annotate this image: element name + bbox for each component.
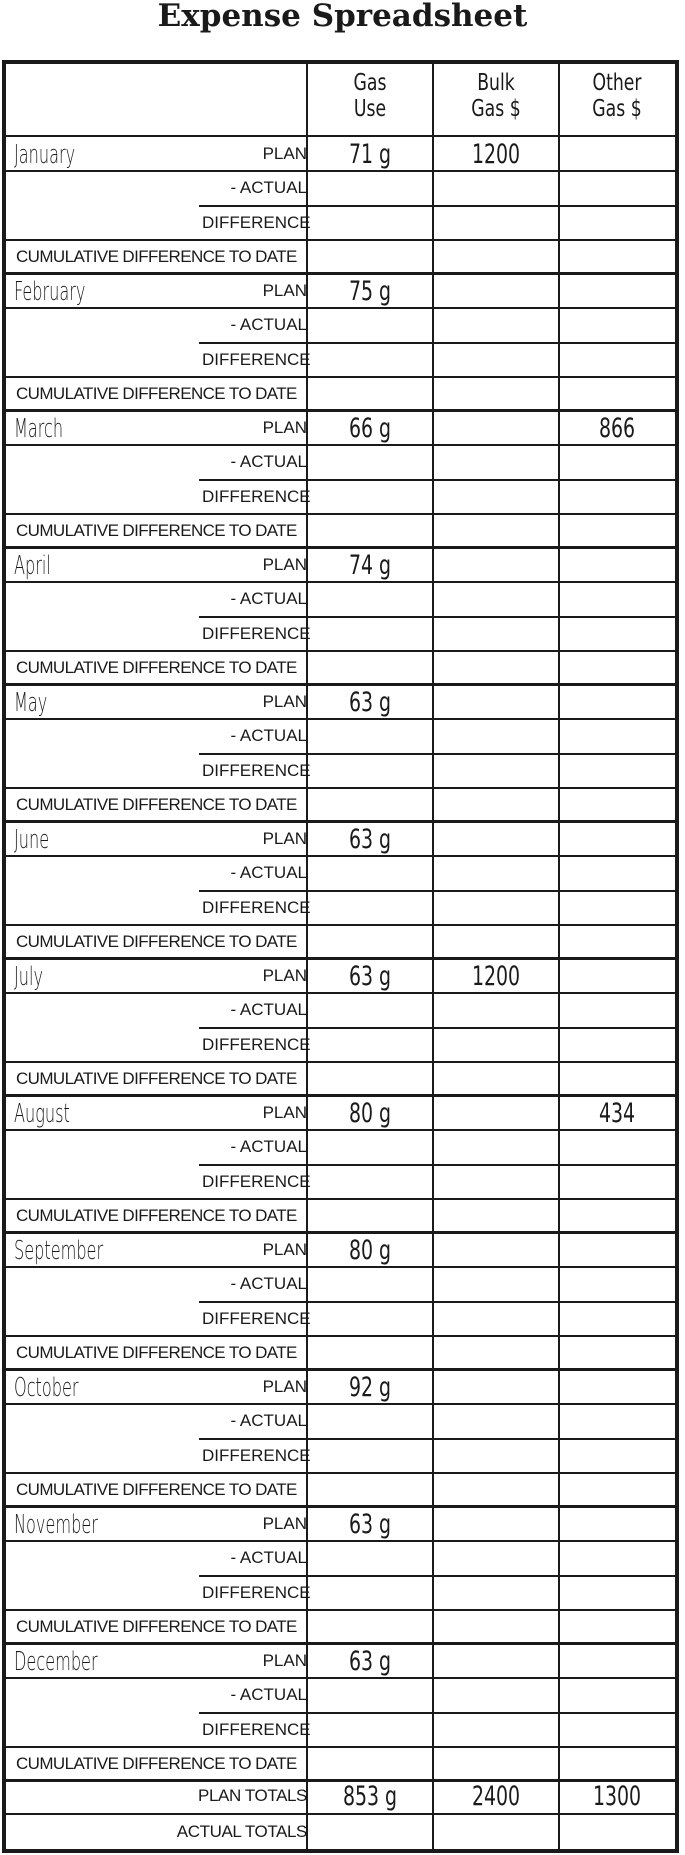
row-divider (6, 1129, 675, 1131)
plan-bulk-gas-cell[interactable] (452, 548, 540, 582)
entry-cell[interactable] (326, 514, 414, 548)
entry-cell[interactable] (576, 1473, 657, 1507)
entry-cell[interactable] (326, 1473, 414, 1507)
entry-cell[interactable] (326, 206, 414, 240)
month-block (6, 1096, 675, 1233)
difference-label: DIFFERENCE (202, 761, 311, 780)
entry-cell[interactable] (326, 240, 414, 274)
entry-cell[interactable] (452, 1576, 540, 1610)
row-divider (6, 1061, 675, 1063)
plan-other-gas-cell[interactable] (576, 822, 657, 856)
entry-cell[interactable] (452, 206, 540, 240)
difference-label: DIFFERENCE (202, 487, 311, 506)
row-divider (6, 307, 675, 309)
entry-cell[interactable] (452, 1541, 540, 1575)
entry-cell[interactable] (576, 719, 657, 753)
plan-gas-use-cell[interactable]: 80 g (348, 1235, 392, 1266)
plan-other-gas-cell[interactable] (576, 1507, 657, 1541)
plan-gas-use-cell[interactable]: 63 g (348, 824, 392, 855)
entry-cell[interactable] (576, 788, 657, 822)
difference-label: DIFFERENCE (202, 1172, 311, 1191)
row-divider (199, 1438, 675, 1440)
plan-total-other-gas[interactable]: 1300 (592, 1781, 642, 1812)
entry-cell[interactable] (326, 1336, 414, 1370)
entry-cell[interactable] (576, 171, 657, 205)
plan-other-gas-cell[interactable] (576, 548, 657, 582)
plan-bulk-gas-cell[interactable] (452, 1370, 540, 1404)
plan-bulk-gas-cell[interactable] (452, 1507, 540, 1541)
difference-label: DIFFERENCE (202, 350, 311, 369)
actual-label: - ACTUAL (230, 1137, 307, 1156)
entry-cell[interactable] (576, 1713, 657, 1747)
row-divider (6, 1198, 675, 1200)
row-divider (199, 616, 675, 618)
plan-label: PLAN (262, 1103, 307, 1122)
actual-label: - ACTUAL (230, 452, 307, 471)
entry-cell[interactable] (452, 1302, 540, 1336)
plan-bulk-gas-cell[interactable]: 1200 (471, 139, 521, 170)
plan-label: PLAN (262, 829, 307, 848)
month-block (6, 1507, 675, 1644)
difference-label: DIFFERENCE (202, 1583, 311, 1602)
actual-label: - ACTUAL (230, 1685, 307, 1704)
column-header-bulk-gas: Bulk Gas $ (471, 70, 521, 122)
entry-cell[interactable] (452, 171, 540, 205)
cumulative-difference-label: CUMULATIVE DIFFERENCE TO DATE (16, 1754, 297, 1773)
plan-label: PLAN (262, 555, 307, 574)
entry-cell[interactable] (452, 1062, 540, 1096)
month-block (6, 685, 675, 822)
column-header-gas-use: Gas Use (353, 70, 387, 122)
entry-cell[interactable] (452, 445, 540, 479)
plan-other-gas-cell[interactable] (576, 274, 657, 308)
entry-cell[interactable] (326, 1541, 414, 1575)
entry-cell[interactable] (326, 445, 414, 479)
entry-cell[interactable] (452, 240, 540, 274)
entry-cell[interactable] (576, 1267, 657, 1301)
entry-cell[interactable] (576, 480, 657, 514)
plan-label: PLAN (262, 966, 307, 985)
entry-cell[interactable] (576, 445, 657, 479)
actual-label: - ACTUAL (230, 178, 307, 197)
row-divider (6, 581, 675, 583)
cumulative-difference-label: CUMULATIVE DIFFERENCE TO DATE (16, 247, 297, 266)
plan-other-gas-cell[interactable] (576, 685, 657, 719)
plan-label: PLAN (262, 281, 307, 300)
plan-label: PLAN (262, 418, 307, 437)
entry-cell[interactable] (326, 617, 414, 651)
plan-other-gas-cell[interactable] (576, 959, 657, 993)
plan-gas-use-cell[interactable]: 66 g (348, 413, 392, 444)
month-name: September (14, 1236, 104, 1266)
plan-bulk-gas-cell[interactable] (452, 822, 540, 856)
plan-label: PLAN (262, 1514, 307, 1533)
plan-total-gas-use[interactable]: 853 g (342, 1781, 398, 1812)
row-divider (6, 513, 675, 515)
entry-cell[interactable] (576, 1439, 657, 1473)
plan-gas-use-cell[interactable]: 63 g (348, 687, 392, 718)
row-divider (6, 1677, 675, 1679)
month-block (6, 274, 675, 411)
entry-cell[interactable] (452, 1130, 540, 1164)
row-divider (6, 239, 675, 241)
entry-cell[interactable] (452, 1713, 540, 1747)
entry-cell[interactable] (576, 1062, 657, 1096)
actual-label: - ACTUAL (230, 589, 307, 608)
plan-totals-label: PLAN TOTALS (198, 1786, 307, 1805)
row-divider (199, 1712, 675, 1714)
entry-cell[interactable] (576, 1165, 657, 1199)
actual-label: - ACTUAL (230, 1000, 307, 1019)
plan-gas-use-cell[interactable]: 74 g (348, 550, 392, 581)
row-divider (6, 1472, 675, 1474)
month-name: June (14, 825, 50, 855)
plan-label: PLAN (262, 1240, 307, 1259)
row-divider (199, 1027, 675, 1029)
entry-cell[interactable] (576, 377, 657, 411)
entry-cell[interactable] (576, 1028, 657, 1062)
row-divider (6, 1403, 675, 1405)
entry-cell[interactable] (326, 308, 414, 342)
entry-cell[interactable] (452, 343, 540, 377)
cumulative-difference-label: CUMULATIVE DIFFERENCE TO DATE (16, 1617, 297, 1636)
actual-label: - ACTUAL (230, 315, 307, 334)
actual-label: - ACTUAL (230, 1548, 307, 1567)
month-name: February (14, 277, 86, 307)
month-name: April (14, 551, 51, 581)
entry-cell[interactable] (326, 171, 414, 205)
month-block (6, 1370, 675, 1507)
row-divider (199, 1575, 675, 1577)
entry-cell[interactable] (326, 1062, 414, 1096)
entry-cell[interactable] (576, 1130, 657, 1164)
month-block (6, 137, 675, 274)
entry-cell[interactable] (576, 856, 657, 890)
entry-cell[interactable] (452, 1199, 540, 1233)
plan-bulk-gas-cell[interactable] (452, 1644, 540, 1678)
difference-label: DIFFERENCE (202, 1035, 311, 1054)
row-divider (199, 342, 675, 344)
entry-cell[interactable] (576, 993, 657, 1027)
entry-cell[interactable] (452, 617, 540, 651)
entry-cell[interactable] (326, 1576, 414, 1610)
month-name: March (14, 414, 64, 444)
plan-bulk-gas-cell[interactable]: 1200 (471, 961, 521, 992)
month-block (6, 411, 675, 548)
month-name: May (14, 688, 48, 718)
plan-other-gas-cell[interactable] (576, 137, 657, 171)
actual-label: - ACTUAL (230, 1411, 307, 1430)
totals-section (6, 1779, 675, 1849)
month-name: November (14, 1510, 98, 1540)
month-name: December (14, 1647, 98, 1677)
plan-other-gas-cell[interactable]: 434 (598, 1098, 636, 1129)
entry-cell[interactable] (452, 1610, 540, 1644)
difference-label: DIFFERENCE (202, 898, 311, 917)
actual-total-bulk-gas[interactable] (452, 1815, 540, 1849)
entry-cell[interactable] (452, 377, 540, 411)
entry-cell[interactable] (576, 582, 657, 616)
plan-label: PLAN (262, 692, 307, 711)
entry-cell[interactable] (576, 1576, 657, 1610)
entry-cell[interactable] (452, 925, 540, 959)
plan-label: PLAN (262, 1651, 307, 1670)
entry-cell[interactable] (576, 308, 657, 342)
entry-cell[interactable] (452, 1473, 540, 1507)
entry-cell[interactable] (452, 480, 540, 514)
row-divider (6, 1746, 675, 1748)
actual-total-other-gas[interactable] (576, 1815, 657, 1849)
row-divider (199, 1301, 675, 1303)
plan-bulk-gas-cell[interactable] (452, 274, 540, 308)
entry-cell[interactable] (576, 1541, 657, 1575)
entry-cell[interactable] (576, 1302, 657, 1336)
entry-cell[interactable] (452, 1439, 540, 1473)
entry-cell[interactable] (452, 1267, 540, 1301)
row-divider (6, 1540, 675, 1542)
difference-label: DIFFERENCE (202, 1720, 311, 1739)
cumulative-difference-label: CUMULATIVE DIFFERENCE TO DATE (16, 1069, 297, 1088)
entry-cell[interactable] (452, 1336, 540, 1370)
cumulative-difference-label: CUMULATIVE DIFFERENCE TO DATE (16, 1343, 297, 1362)
entry-cell[interactable] (326, 1439, 414, 1473)
plan-total-bulk-gas[interactable]: 2400 (471, 1781, 521, 1812)
plan-gas-use-cell[interactable]: 63 g (348, 1509, 392, 1540)
entry-cell[interactable] (326, 1165, 414, 1199)
entry-cell[interactable] (326, 1130, 414, 1164)
difference-label: DIFFERENCE (202, 1446, 311, 1465)
month-block (6, 1644, 675, 1781)
actual-label: - ACTUAL (230, 863, 307, 882)
row-divider (6, 787, 675, 789)
row-divider (6, 1266, 675, 1268)
month-name: August (14, 1099, 70, 1129)
cumulative-difference-label: CUMULATIVE DIFFERENCE TO DATE (16, 795, 297, 814)
difference-label: DIFFERENCE (202, 1309, 311, 1328)
entry-cell[interactable] (326, 377, 414, 411)
entry-cell[interactable] (576, 240, 657, 274)
entry-cell[interactable] (452, 514, 540, 548)
row-divider (199, 479, 675, 481)
entry-cell[interactable] (576, 1610, 657, 1644)
plan-label: PLAN (262, 1377, 307, 1396)
entry-cell[interactable] (326, 1713, 414, 1747)
entry-cell[interactable] (452, 719, 540, 753)
entry-cell[interactable] (576, 206, 657, 240)
entry-cell[interactable] (576, 1678, 657, 1712)
entry-cell[interactable] (326, 788, 414, 822)
row-divider (6, 855, 675, 857)
row-divider (199, 1164, 675, 1166)
row-divider (6, 1335, 675, 1337)
expense-table (2, 60, 679, 1853)
entry-cell[interactable] (576, 1404, 657, 1438)
row-divider (199, 205, 675, 207)
entry-cell[interactable] (452, 651, 540, 685)
entry-cell[interactable] (452, 582, 540, 616)
plan-gas-use-cell[interactable]: 71 g (348, 139, 392, 170)
entry-cell[interactable] (326, 651, 414, 685)
cumulative-difference-label: CUMULATIVE DIFFERENCE TO DATE (16, 658, 297, 677)
cumulative-difference-label: CUMULATIVE DIFFERENCE TO DATE (16, 384, 297, 403)
entry-cell[interactable] (326, 343, 414, 377)
plan-bulk-gas-cell[interactable] (452, 685, 540, 719)
entry-cell[interactable] (326, 891, 414, 925)
row-divider (6, 1609, 675, 1611)
entry-cell[interactable] (452, 891, 540, 925)
month-block (6, 1233, 675, 1370)
entry-cell[interactable] (576, 891, 657, 925)
plan-gas-use-cell[interactable]: 63 g (348, 961, 392, 992)
entry-cell[interactable] (576, 1199, 657, 1233)
entry-cell[interactable] (326, 1678, 414, 1712)
entry-cell[interactable] (452, 1678, 540, 1712)
row-divider (199, 890, 675, 892)
row-divider (6, 650, 675, 652)
entry-cell[interactable] (452, 1747, 540, 1781)
entry-cell[interactable] (326, 1199, 414, 1233)
row-divider (6, 376, 675, 378)
row-divider (6, 718, 675, 720)
month-name: July (14, 962, 43, 992)
entry-cell[interactable] (326, 925, 414, 959)
difference-label: DIFFERENCE (202, 213, 311, 232)
plan-other-gas-cell[interactable]: 866 (598, 413, 636, 444)
entry-cell[interactable] (452, 788, 540, 822)
entry-cell[interactable] (452, 993, 540, 1027)
entry-cell[interactable] (326, 1028, 414, 1062)
plan-gas-use-cell[interactable]: 75 g (348, 276, 392, 307)
entry-cell[interactable] (326, 754, 414, 788)
entry-cell[interactable] (576, 514, 657, 548)
entry-cell[interactable] (576, 754, 657, 788)
plan-gas-use-cell[interactable]: 80 g (348, 1098, 392, 1129)
difference-label: DIFFERENCE (202, 624, 311, 643)
plan-bulk-gas-cell[interactable] (452, 1096, 540, 1130)
cumulative-difference-label: CUMULATIVE DIFFERENCE TO DATE (16, 1206, 297, 1225)
month-name: January (14, 140, 76, 170)
entry-cell[interactable] (326, 719, 414, 753)
entry-cell[interactable] (576, 343, 657, 377)
entry-cell[interactable] (452, 1028, 540, 1062)
row-divider (6, 444, 675, 446)
entry-cell[interactable] (576, 651, 657, 685)
entry-cell[interactable] (452, 1404, 540, 1438)
entry-cell[interactable] (452, 308, 540, 342)
plan-label: PLAN (262, 144, 307, 163)
row-divider (6, 170, 675, 172)
page-title: Expense Spreadsheet (157, 0, 528, 34)
plan-other-gas-cell[interactable] (576, 1233, 657, 1267)
actual-label: - ACTUAL (230, 1274, 307, 1293)
actual-total-gas-use[interactable] (326, 1815, 414, 1849)
month-name: October (14, 1373, 79, 1403)
plan-other-gas-cell[interactable] (576, 1644, 657, 1678)
entry-cell[interactable] (326, 1302, 414, 1336)
month-block (6, 959, 675, 1096)
actual-label: - ACTUAL (230, 726, 307, 745)
entry-cell[interactable] (326, 1404, 414, 1438)
plan-bulk-gas-cell[interactable] (452, 411, 540, 445)
entry-cell[interactable] (452, 1165, 540, 1199)
row-divider (6, 924, 675, 926)
cumulative-difference-label: CUMULATIVE DIFFERENCE TO DATE (16, 521, 297, 540)
entry-cell[interactable] (326, 582, 414, 616)
entry-cell[interactable] (452, 856, 540, 890)
plan-gas-use-cell[interactable]: 92 g (348, 1372, 392, 1403)
plan-bulk-gas-cell[interactable] (452, 1233, 540, 1267)
entry-cell[interactable] (326, 1747, 414, 1781)
entry-cell[interactable] (326, 1267, 414, 1301)
entry-cell[interactable] (326, 993, 414, 1027)
entry-cell[interactable] (326, 480, 414, 514)
row-divider (199, 753, 675, 755)
cumulative-difference-label: CUMULATIVE DIFFERENCE TO DATE (16, 1480, 297, 1499)
column-header-other-gas: Other Gas $ (592, 70, 642, 122)
actual-totals-label: ACTUAL TOTALS (176, 1822, 307, 1841)
entry-cell[interactable] (576, 617, 657, 651)
entry-cell[interactable] (576, 1336, 657, 1370)
entry-cell[interactable] (326, 856, 414, 890)
row-divider (6, 992, 675, 994)
plan-gas-use-cell[interactable]: 63 g (348, 1646, 392, 1677)
entry-cell[interactable] (576, 925, 657, 959)
cumulative-difference-label: CUMULATIVE DIFFERENCE TO DATE (16, 932, 297, 951)
entry-cell[interactable] (326, 1610, 414, 1644)
month-block (6, 548, 675, 685)
entry-cell[interactable] (452, 754, 540, 788)
month-block (6, 822, 675, 959)
entry-cell[interactable] (576, 1747, 657, 1781)
plan-other-gas-cell[interactable] (576, 1370, 657, 1404)
